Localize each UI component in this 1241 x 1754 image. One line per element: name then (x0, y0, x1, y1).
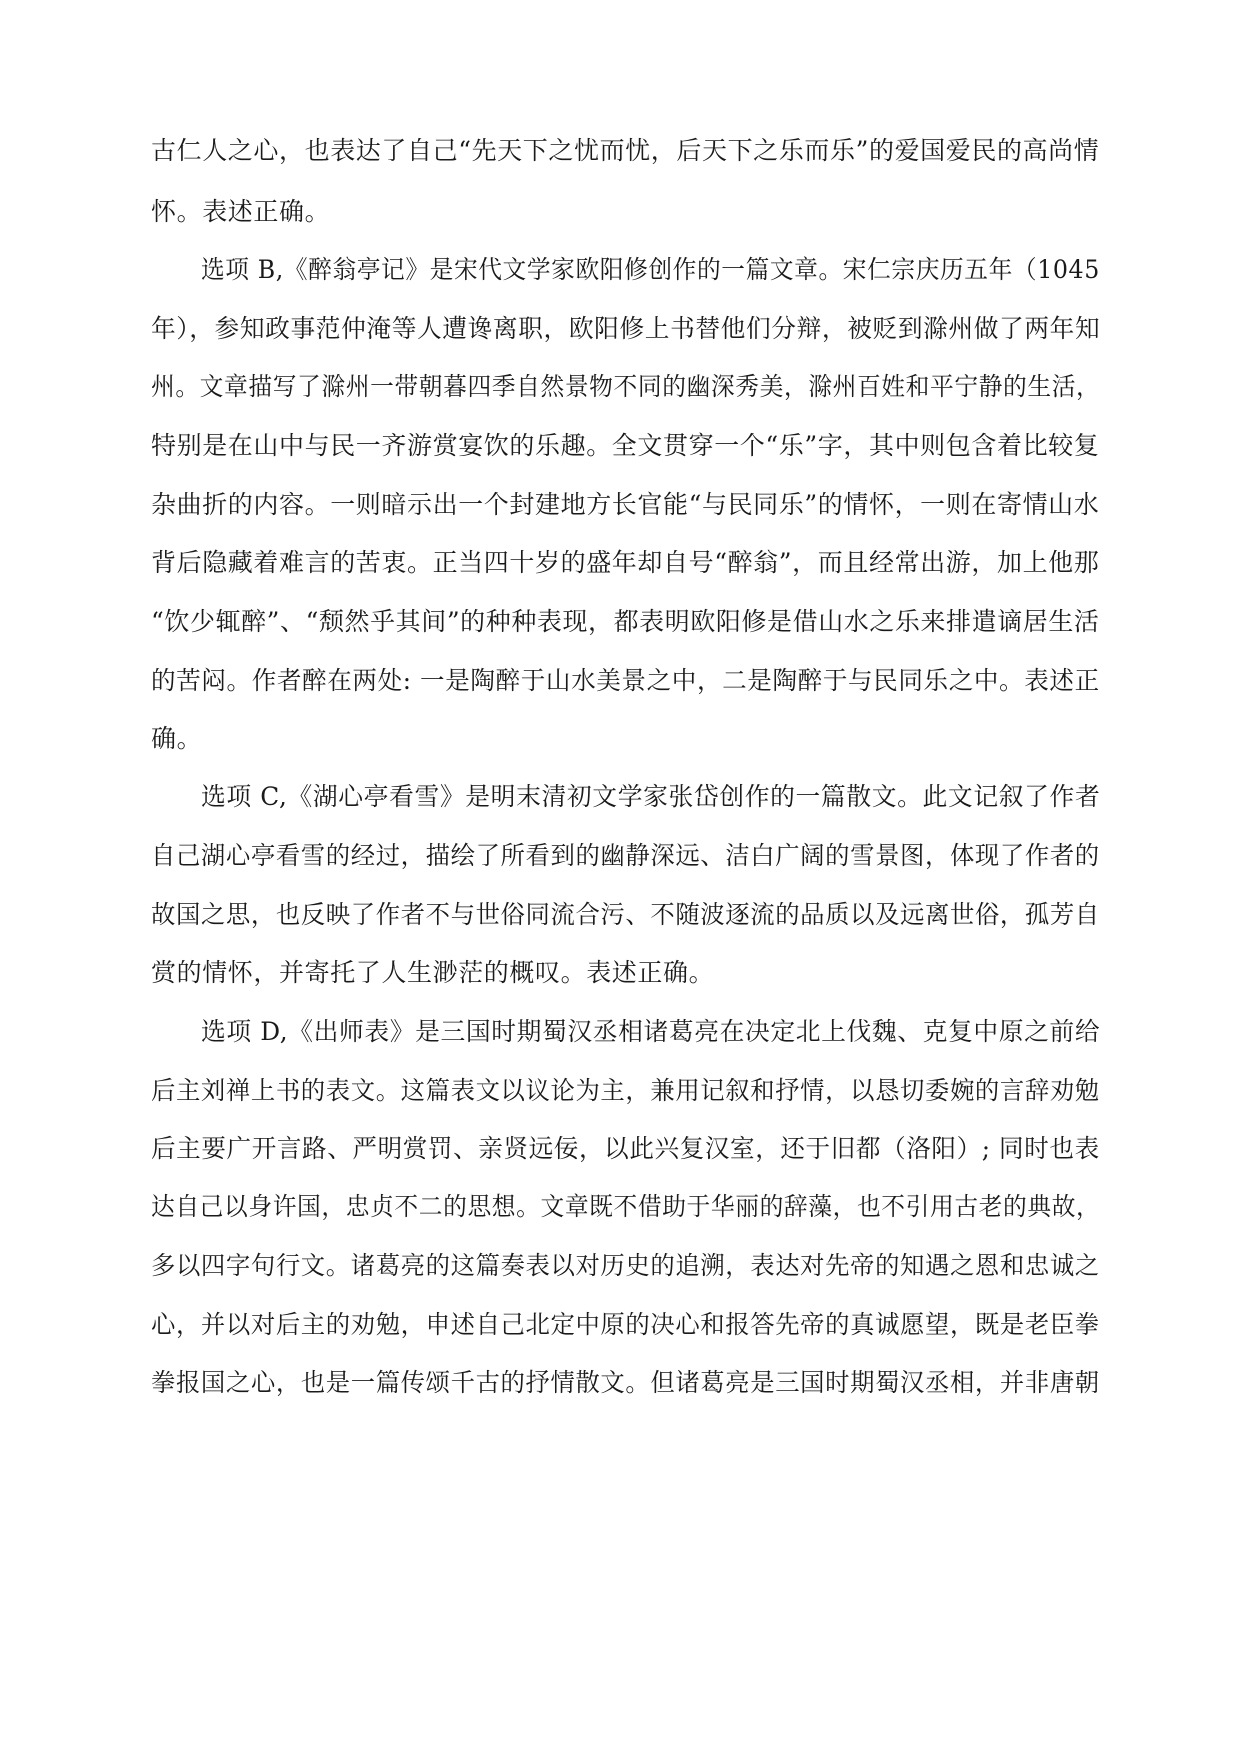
text-line: 杂曲折的内容。一则暗示出一个封建地方长官能“与民同乐”的情怀，一则在寄情山水 (151, 490, 1100, 519)
paragraph-start-line: 选项 B,《醉翁亭记》是宋代文学家欧阳修创作的一篇文章。宋仁宗庆历五年（1045 (201, 255, 1100, 284)
text-line: 自己湖心亭看雪的经过，描绘了所看到的幽静深远、洁白广阔的雪景图，体现了作者的 (151, 841, 1100, 870)
text-line: 确。 (151, 724, 203, 753)
text-line: 背后隐藏着难言的苦衷。正当四十岁的盛年却自号“醉翁”，而且经常出游，加上他那 (151, 548, 1100, 577)
text-line: 特别是在山中与民一齐游赏宴饮的乐趣。全文贯穿一个“乐”字，其中则包含着比较复 (151, 431, 1100, 460)
text-line: 故国之思，也反映了作者不与世俗同流合污、不随波逐流的品质以及远离世俗，孤芳自 (151, 900, 1100, 929)
text-line: 怀。表述正确。 (151, 197, 331, 226)
text-line: “饮少辄醉”、“颓然乎其间”的种种表现，都表明欧阳修是借山水之乐来排遣谪居生活 (151, 607, 1100, 636)
text-line: 多以四字句行文。诸葛亮的这篇奏表以对历史的追溯，表达对先帝的知遇之恩和忠诚之 (151, 1251, 1100, 1280)
text-line: 心，并以对后主的劝勉，申述自己北定中原的决心和报答先帝的真诚愿望，既是老臣拳 (151, 1310, 1100, 1339)
text-line: 拳报国之心，也是一篇传颂千古的抒情散文。但诸葛亮是三国时期蜀汉丞相，并非唐朝 (151, 1368, 1100, 1397)
paragraph-start-line: 选项 C,《湖心亭看雪》是明末清初文学家张岱创作的一篇散文。此文记叙了作者 (201, 782, 1101, 811)
text-line: 后主要广开言路、严明赏罚、亲贤远佞，以此兴复汉室，还于旧都（洛阳）; 同时也表 (151, 1134, 1100, 1163)
text-line: 达自己以身许国，忠贞不二的思想。文章既不借助于华丽的辞藻，也不引用古老的典故， (151, 1192, 1101, 1221)
text-line: 古仁人之心，也表达了自己“先天下之忧而忧，后天下之乐而乐”的爱国爱民的高尚情 (151, 136, 1100, 165)
text-line: 州。文章描写了滁州一带朝暮四季自然景物不同的幽深秀美，滁州百姓和平宁静的生活， (151, 372, 1101, 401)
text-line: 赏的情怀，并寄托了人生渺茫的概叹。表述正确。 (151, 958, 715, 987)
text-line: 的苦闷。作者醉在两处: 一是陶醉于山水美景之中，二是陶醉于与民同乐之中。表述正 (151, 666, 1100, 695)
text-line: 后主刘禅上书的表文。这篇表文以议论为主，兼用记叙和抒情，以恳切委婉的言辞劝勉 (151, 1076, 1100, 1105)
paragraph-start-line: 选项 D,《出师表》是三国时期蜀汉丞相诸葛亮在决定北上伐魏、克复中原之前给 (201, 1017, 1101, 1046)
text-line: 年），参知政事范仲淹等人遭谗离职，欧阳修上书替他们分辩，被贬到滁州做了两年知 (151, 314, 1101, 343)
